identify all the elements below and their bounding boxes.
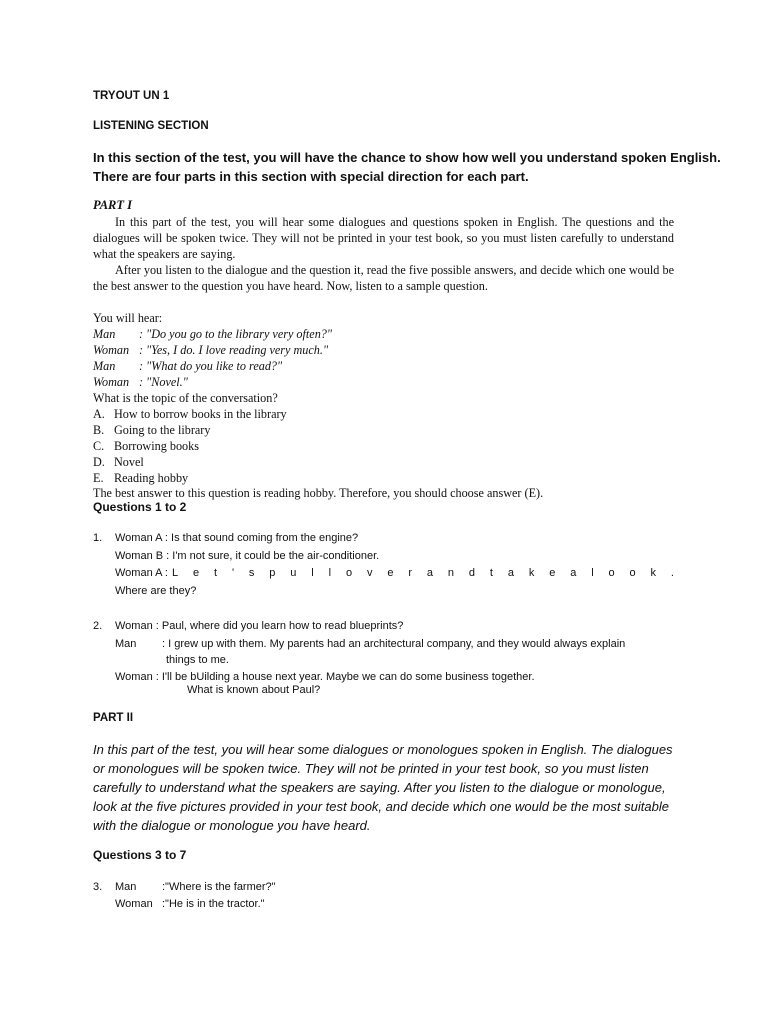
part1-paragraph-1: In this part of the test, you will hear some dialogues and questions spoken in English. The questions and the dialogues will be spoken twice. They will not be printed in your test book, so you must listen carefully to understand what the speakers are saying. [93,215,674,261]
spread-letter: n [447,567,454,579]
spread-letter: a [426,567,433,579]
spread-letter: d [468,567,475,579]
spread-letter: . [670,567,674,579]
answer-option: B. Going to the library [93,423,211,437]
intro-line-2: There are four parts in this section with special direction for each part. [93,169,529,184]
q2-man-label: Man [115,638,137,650]
part2-paragraph: In this part of the test, you will hear some dialogues or monologues spoken in English. The dialogues or monologues will be spoken twice. They will not be printed in your test book, so you must listen carefully to understand what the speakers are saying. After you listen to the dialogue or monologue, look at the five pictures provided in your test book, and decide which one would be the most suitable with the dialogue or monologue you have heard. [93,742,673,833]
spread-letter: r [408,567,412,579]
q2-line-1: Woman : Paul, where did you learn how to read blueprints? [115,620,404,632]
section-title: LISTENING SECTION [93,120,209,132]
spread-letter: u [290,567,297,579]
spread-letter: k [528,567,535,579]
spread-letter: e [387,567,394,579]
spread-letter: p [269,567,276,579]
q2-line-3: Woman : I'll be bUilding a house next year. Maybe we can do some business together. [115,671,535,683]
spread-letter: t [489,567,493,579]
answer-option: C. Borrowing books [93,439,199,453]
q1-line-3-spread [172,567,674,579]
spread-letter: l [591,567,594,579]
spread-letter: a [570,567,577,579]
sample-line: Man : "Do you go to the library very often?" [93,327,333,341]
q2-man-text-1: : I grew up with them. My parents had an architectural company, and they would always explain [162,638,626,650]
spread-letter: e [193,567,200,579]
sample-line: Woman : "Novel." [93,375,188,389]
spread-letter: o [345,567,353,579]
document-title: TRYOUT UN 1 [93,90,170,102]
question-number: 2. [93,620,103,632]
spread-letter: v [366,567,373,579]
q1-line-1: Woman A : Is that sound coming from the engine? [115,532,359,544]
part1-heading: PART I [93,198,133,212]
q3-text: :"Where is the farmer?" [162,881,276,893]
spread-letter: l [311,567,314,579]
q3-text: :"He is in the tractor." [162,898,265,910]
questions-3-7-heading: Questions 3 to 7 [93,848,187,862]
best-answer-note: The best answer to this question is reading hobby. Therefore, you should choose answer (E). [93,486,544,500]
you-will-hear: You will hear: [93,311,163,325]
q1-line-2: Woman B : I'm not sure, it could be the air-conditioner. [115,550,380,562]
q3-speaker: Man [115,881,137,893]
spread-letter: s [248,567,255,579]
q2-man-text-2: things to me. [166,654,229,666]
intro-line-1: In this section of the test, you will have the chance to show how well you understand spoken English. [93,150,721,165]
spread-letter: k [650,567,657,579]
question-number: 1. [93,532,103,544]
part2-heading: PART II [93,712,134,724]
question-number: 3. [93,881,103,893]
q3-speaker: Woman [115,898,153,910]
spread-letter: e [549,567,556,579]
spread-letter: o [629,567,636,579]
answer-option: E. Reading hobby [93,471,189,485]
spread-letter: ' [231,567,235,579]
answer-option: D. Novel [93,455,144,469]
q1-line-3-speaker: Woman A : [115,567,168,579]
part1-paragraph-2: After you listen to the dialogue and the question it, read the five possible answers, and decide which one would be the best answer to the question you have heard. Now, listen to a sample question. [93,263,674,293]
questions-1-2-heading: Questions 1 to 2 [93,500,187,514]
spread-letter: l [328,567,332,579]
sample-line: Woman : "Yes, I do. I love reading very much." [93,343,329,357]
q1-question: Where are they? [115,585,197,597]
spread-letter: t [214,567,218,579]
spread-letter: L [172,567,179,579]
sample-question: What is the topic of the conversation? [93,391,278,405]
q2-question: What is known about Paul? [187,684,321,696]
answer-option: A. How to borrow books in the library [93,407,287,421]
spread-letter: o [608,567,615,579]
spread-letter: a [507,567,514,579]
sample-line: Man : "What do you like to read?" [93,359,283,373]
